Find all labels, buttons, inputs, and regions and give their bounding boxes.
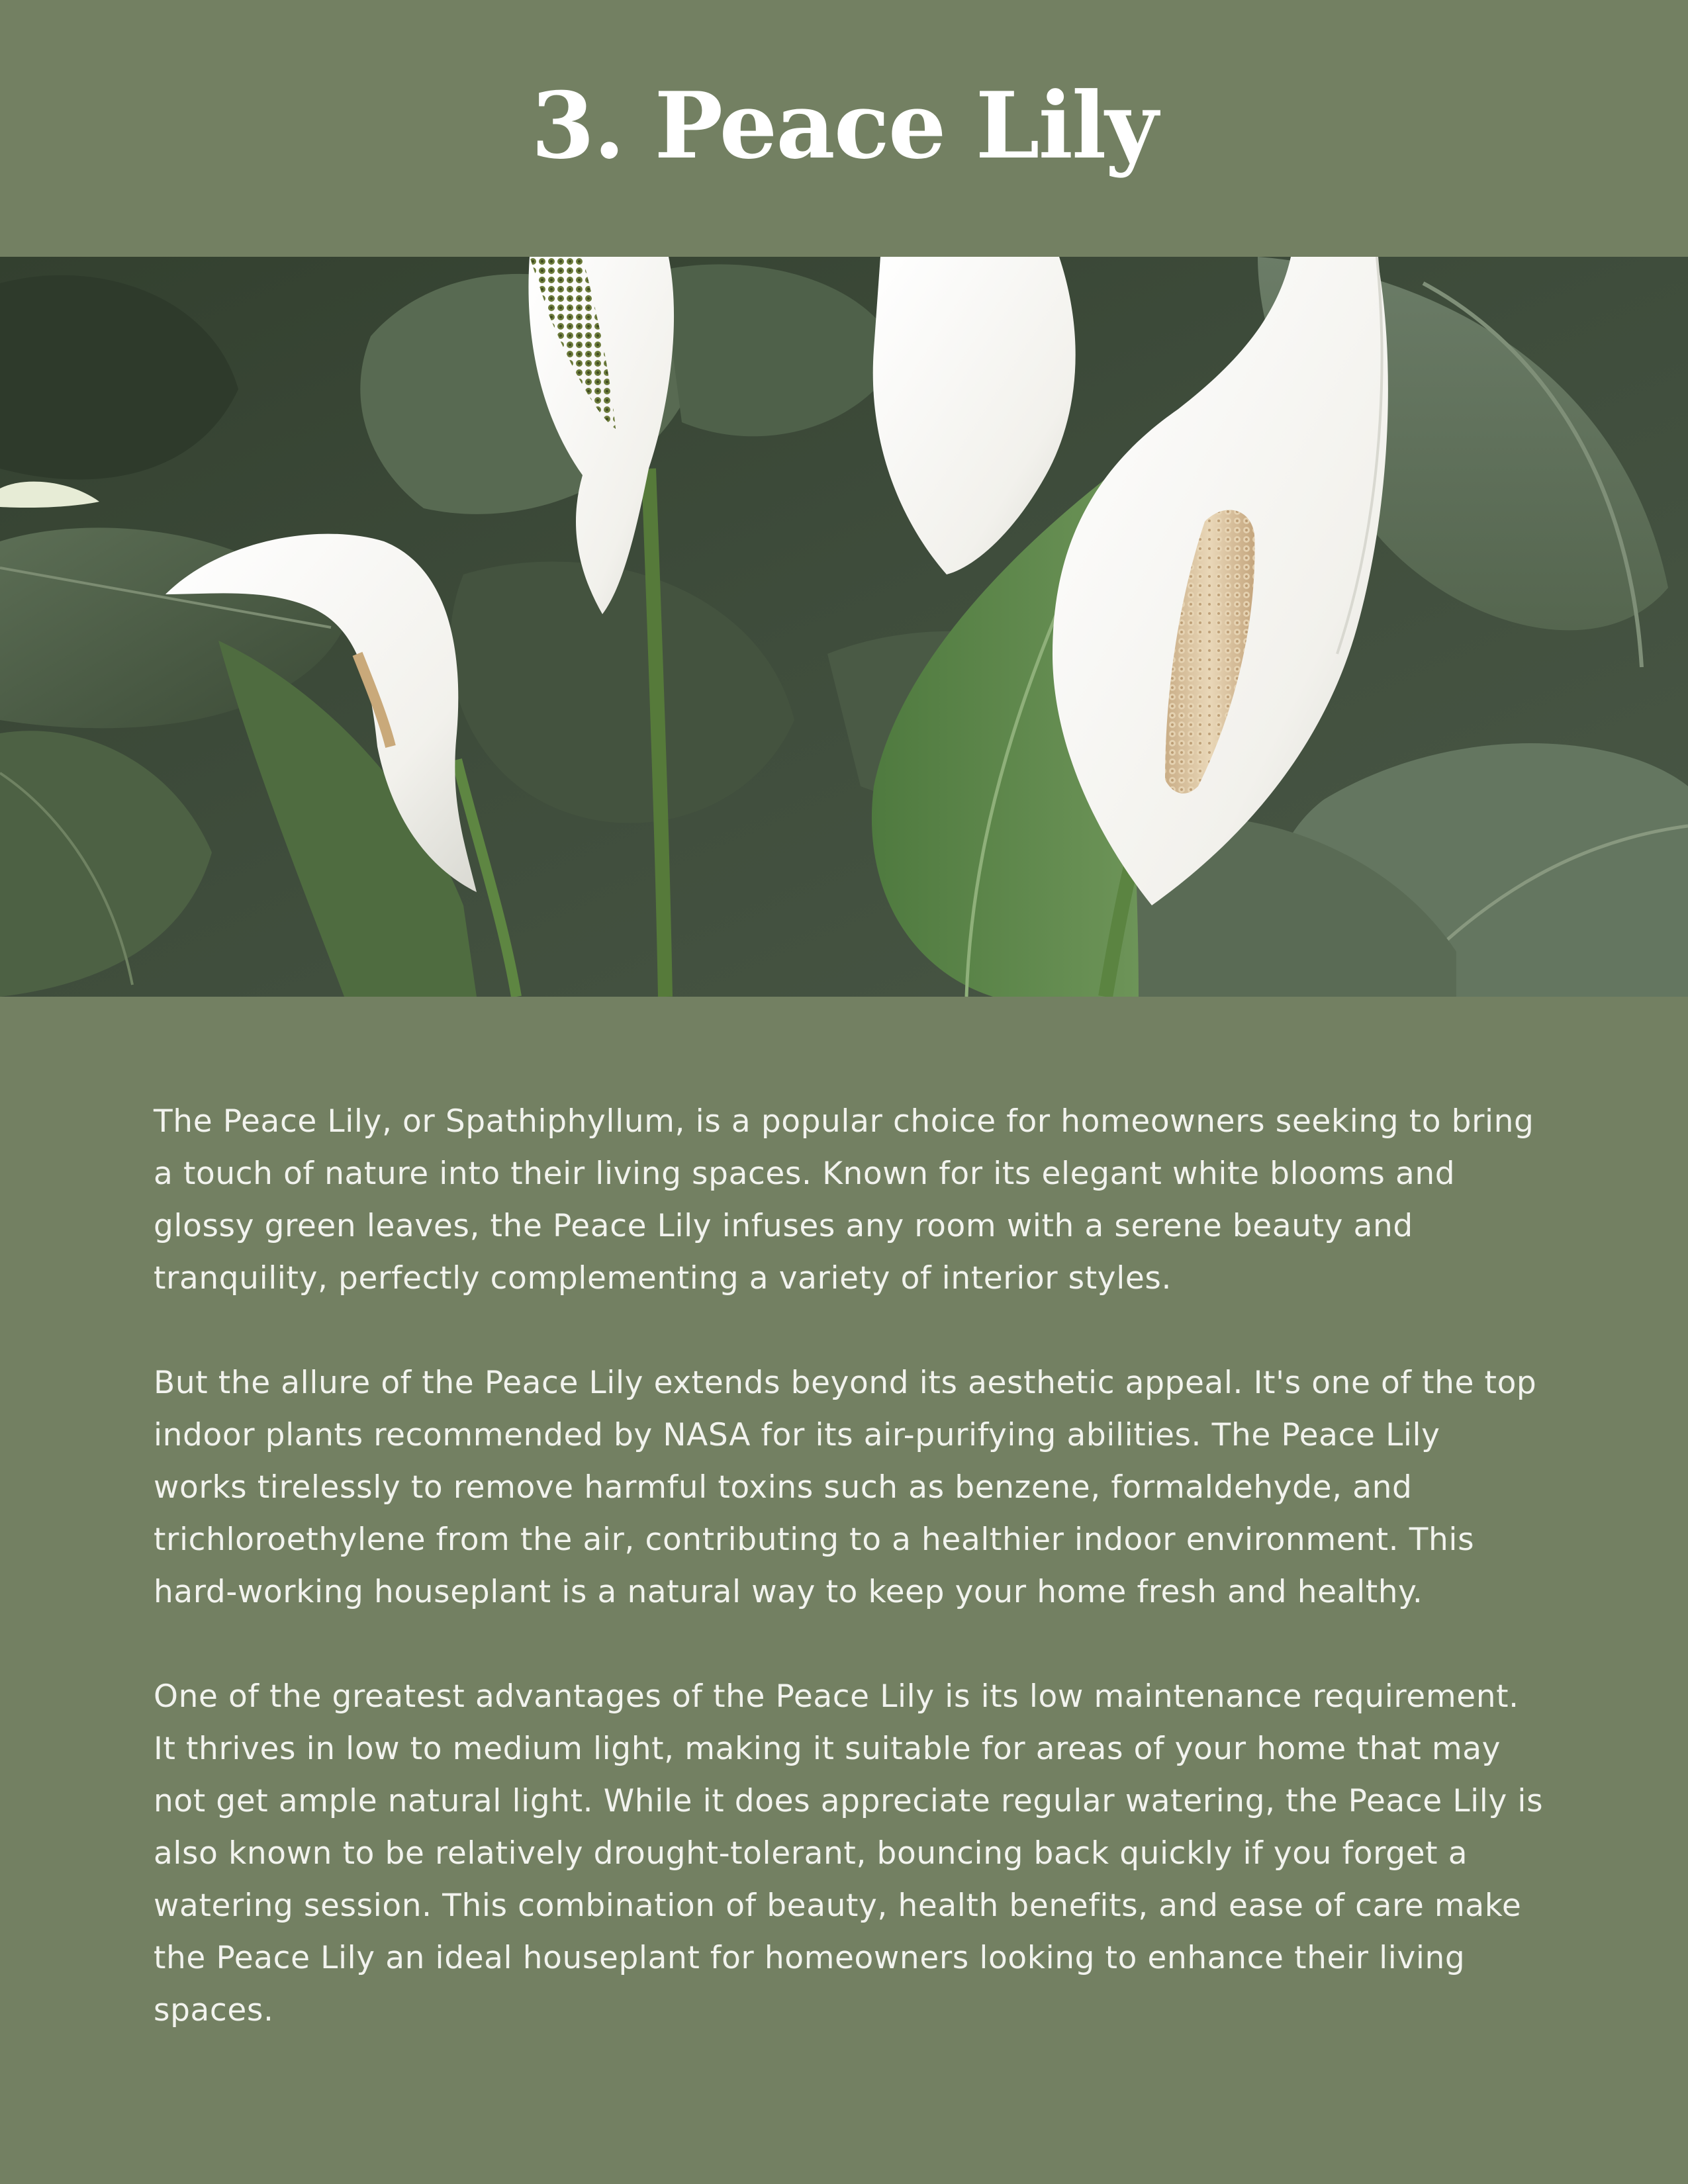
peace-lily-photo xyxy=(0,257,1688,997)
article-body xyxy=(154,1095,1544,2089)
paragraph-air-purifying: But the allure of the Peace Lily extends beyond its aesthetic appeal. It's one of the top indoor plants recommended by NASA for its air-purifying abilities. The Peace Lily works tirelessly to remove harmful toxins such as benzene, formaldehyde, and trichloroethylene from the air, contributing to a healthier indoor environment. This hard-working houseplant is a natural way to keep your home fresh and healthy. xyxy=(154,1365,1537,1610)
paragraph-intro: The Peace Lily, or Spathiphyllum, is a popular choice for homeowners seeking to bring a touch of nature into their living spaces. Known for its elegant white blooms and glossy green leaves, the Peace Lily infuses any room with a serene beauty and tranquility, perfectly complementing a variety of interior styles. xyxy=(154,1103,1534,1297)
page-title: 3. Peace Lily xyxy=(531,71,1157,179)
paragraph-maintenance: One of the greatest advantages of the Peace Lily is its low maintenance requirement. It thrives in low to medium light, making it suitable for areas of your home that may not get ample natural light. While it does appreciate regular watering, the Peace Lily is also known to be relatively drought-tolerant, bouncing back quickly if you forget a watering session. This combination of beauty, health benefits, and ease of care make the Peace Lily an ideal houseplant for homeowners looking to enhance their living spaces. xyxy=(154,1678,1544,2028)
